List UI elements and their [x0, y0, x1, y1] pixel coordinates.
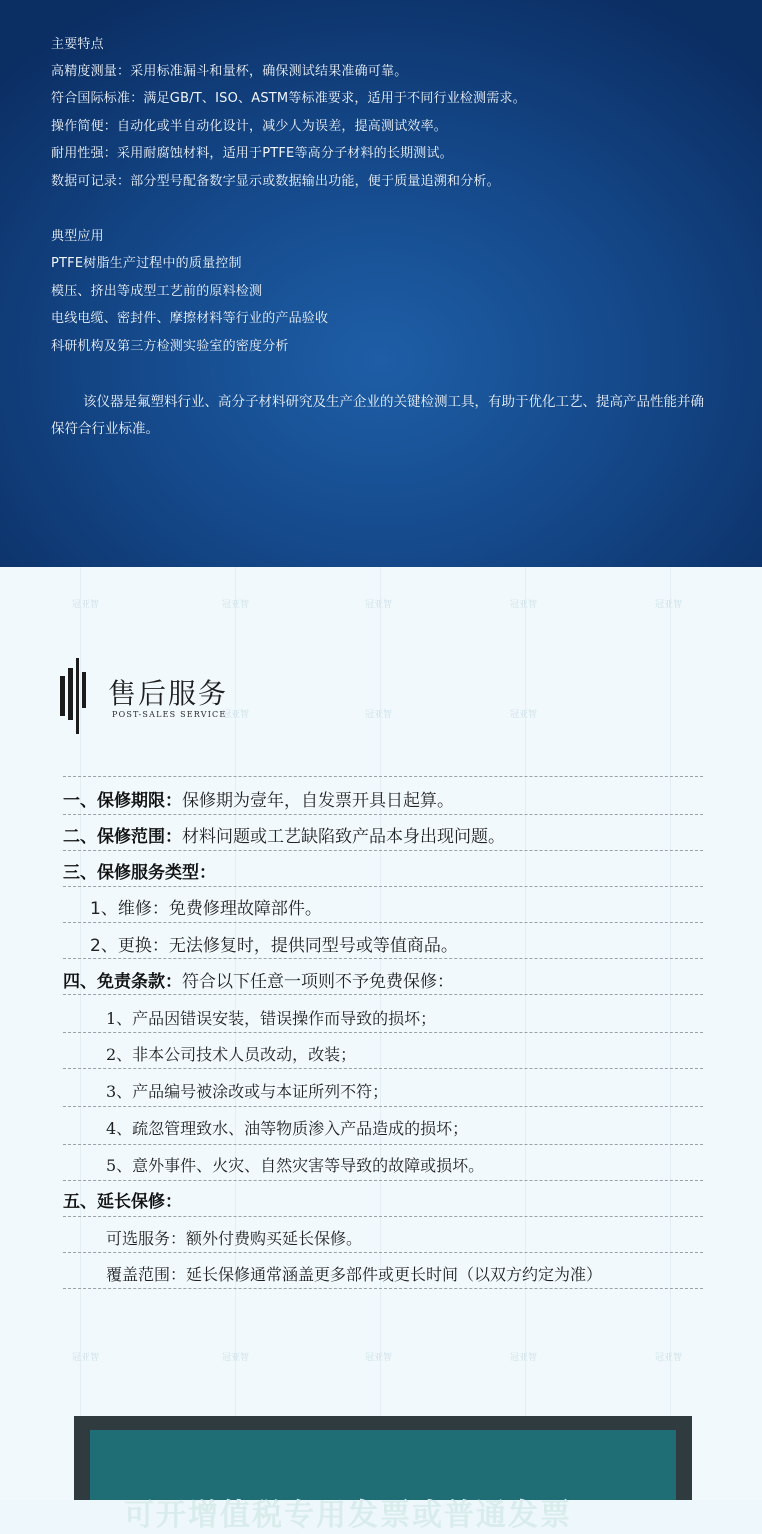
divider: [63, 958, 703, 959]
disclaimer-item: 3、产品编号被涂改或与本证所列不符；: [106, 1082, 389, 1101]
feature-item: 高精度测量：采用标准漏斗和量杯，确保测试结果准确可靠。: [51, 64, 408, 79]
applications-heading: 典型应用: [51, 229, 104, 244]
divider: [63, 886, 703, 887]
disclaimer-item: 1、产品因错误安装，错误操作而导致的损坏；: [106, 1009, 437, 1028]
feature-item: 耐用性强：采用耐腐蚀材料，适用于PTFE等高分子材料的长期测试。: [51, 146, 453, 161]
divider: [63, 1252, 703, 1253]
service-type-item: 1、维修：免费修理故障部件。: [90, 899, 322, 919]
section-text: 材料问题或工艺缺陷致产品本身出现问题。: [182, 827, 505, 847]
extended-warranty-row: [63, 1191, 182, 1213]
features-panel: [0, 0, 762, 567]
watermark: 冠亚智: [365, 600, 393, 610]
extended-warranty-item: 可选服务：额外付费购买延长保修。: [106, 1229, 363, 1248]
invoice-banner: [74, 1416, 692, 1533]
section-label: 二、保修范围：: [63, 827, 182, 847]
summary-paragraph: 该仪器是氟塑料行业、高分子材料研究及生产企业的关键检测工具，有助于优化工艺、提高产品性能并确保符合行业标准。: [51, 394, 704, 437]
extended-warranty-item: 覆盖范围：延长保修通常涵盖更多部件或更长时间（以双方约定为准）: [106, 1265, 603, 1284]
watermark: 冠亚智: [655, 600, 683, 610]
features-heading: 主要特点: [51, 37, 104, 52]
divider: [63, 922, 703, 923]
section-label: 三、保修服务类型：: [63, 863, 216, 883]
watermark: 冠亚智: [365, 1353, 393, 1363]
watermark: 冠亚智: [72, 600, 100, 610]
watermark: 冠亚智: [72, 1353, 100, 1363]
feature-item: 数据可记录：部分型号配备数字显示或数据输出功能，便于质量追溯和分析。: [51, 174, 500, 189]
service-type-item: 2、更换：无法修复时，提供同型号或等值商品。: [90, 936, 458, 956]
disclaimer-item: 4、疏忽管理致水、油等物质渗入产品造成的损坏；: [106, 1119, 469, 1138]
application-item: 科研机构及第三方检测实验室的密度分析: [51, 339, 289, 354]
watermark: 冠亚智: [222, 710, 250, 720]
page-subtitle: POST-SALES SERVICE: [112, 710, 227, 719]
page-title: 售后服务: [108, 677, 229, 710]
divider: [63, 1288, 703, 1289]
section-label: 一、保修期限：: [63, 791, 182, 811]
watermark: 冠亚智: [655, 1353, 683, 1363]
application-item: PTFE树脂生产过程中的质量控制: [51, 256, 242, 271]
disclaimer-row: [63, 971, 454, 993]
application-item: 模压、挤出等成型工艺前的原料检测: [51, 284, 263, 299]
watermark: 冠亚智: [365, 710, 393, 720]
divider: [63, 1216, 703, 1217]
feature-item: 操作简便：自动化或半自动化设计，减少人为误差，提高测试效率。: [51, 119, 448, 134]
warranty-scope-row: [63, 826, 505, 848]
section-label: 五、延长保修：: [63, 1192, 182, 1212]
divider: [63, 994, 703, 995]
section-text: 符合以下任意一项则不予免费保修：: [182, 972, 454, 992]
service-type-row: [63, 862, 216, 884]
divider: [63, 850, 703, 851]
divider: [63, 1032, 703, 1033]
divider: [63, 1068, 703, 1069]
banner-text: 可开增值税专用发票或普通发票: [124, 1498, 572, 1533]
disclaimer-item: 5、意外事件、火灾、自然灾害等导致的故障或损坏。: [106, 1156, 485, 1175]
feature-item: 符合国际标准：满足GB/T、ISO、ASTM等标准要求，适用于不同行业检测需求。: [51, 91, 526, 106]
watermark: 冠亚智: [222, 600, 250, 610]
watermark: 冠亚智: [510, 1353, 538, 1363]
application-item: 电线电缆、密封件、摩擦材料等行业的产品验收: [51, 311, 329, 326]
divider: [63, 1106, 703, 1107]
banner-panel: [90, 1430, 676, 1533]
divider: [63, 1180, 703, 1181]
section-label: 四、免责条款：: [63, 972, 182, 992]
watermark: 冠亚智: [222, 1353, 250, 1363]
divider: [63, 814, 703, 815]
disclaimer-item: 2、非本公司技术人员改动，改装；: [106, 1045, 357, 1064]
divider: [63, 1144, 703, 1145]
warranty-period-row: [63, 790, 454, 812]
barcode-logo-icon: [60, 658, 90, 734]
watermark: 冠亚智: [510, 710, 538, 720]
section-text: 保修期为壹年，自发票开具日起算。: [182, 791, 454, 811]
divider: [63, 776, 703, 777]
watermark: 冠亚智: [510, 600, 538, 610]
